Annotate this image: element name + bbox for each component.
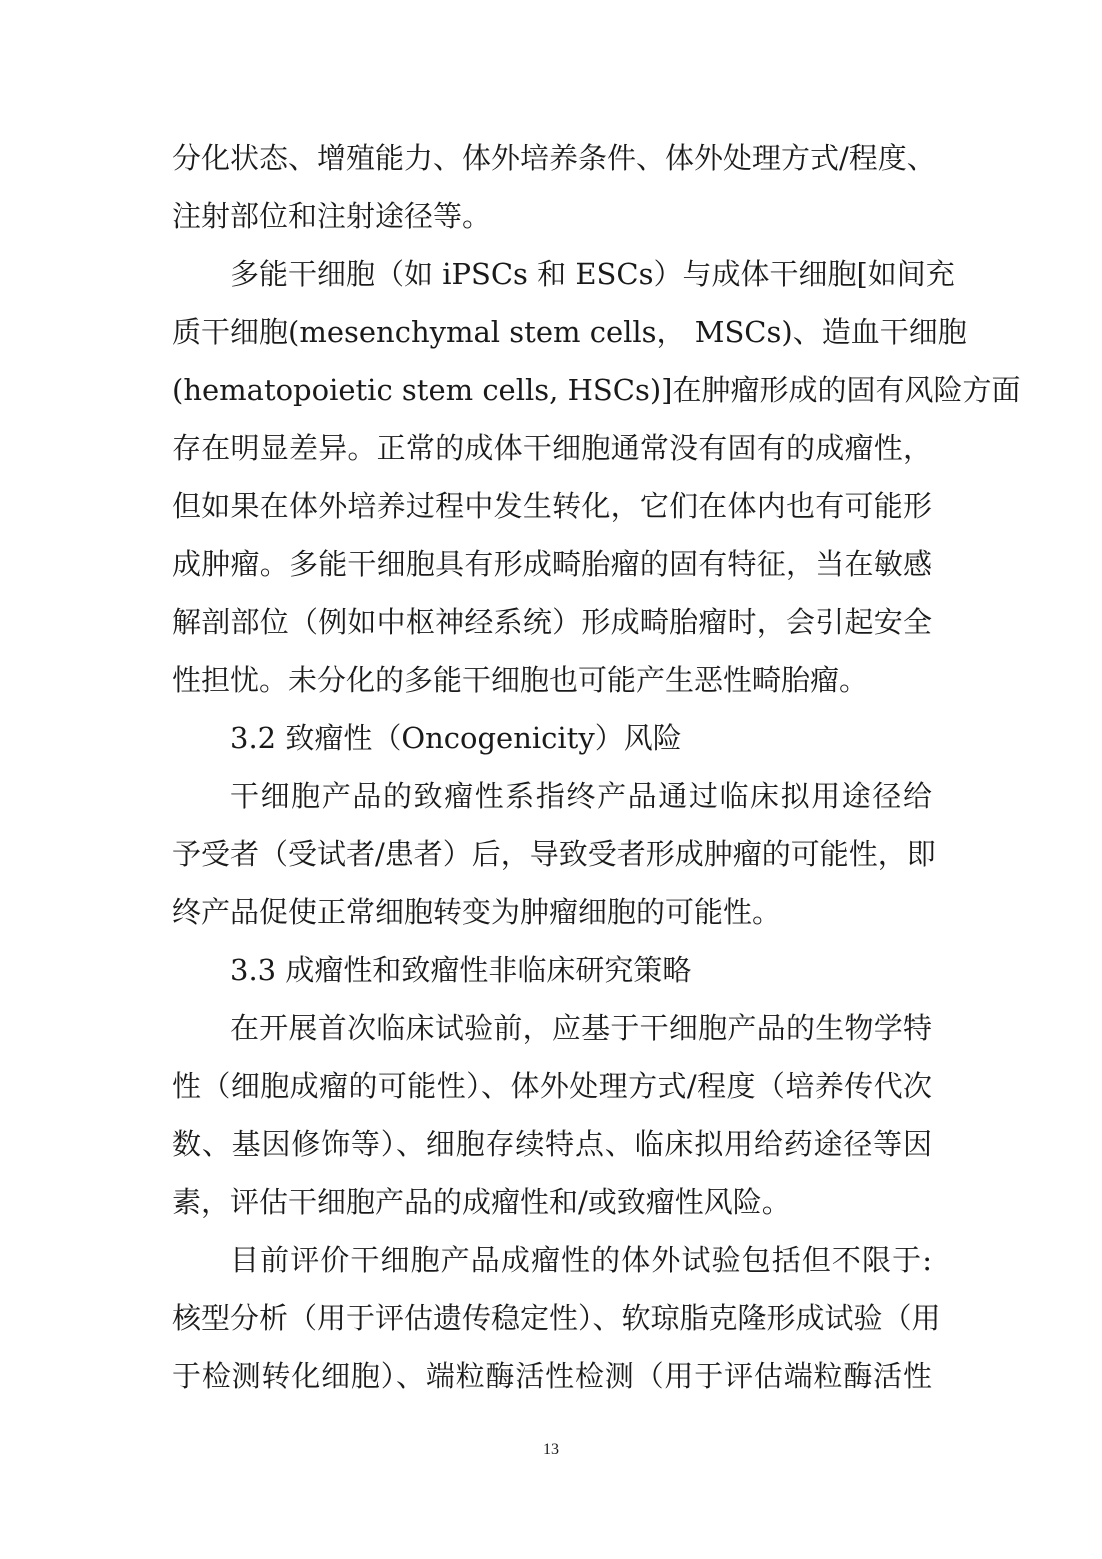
text-line: 解剖部位（例如中枢神经系统）形成畸胎瘤时，会引起安全: [172, 605, 932, 639]
text-line: (hematopoietic stem cells, HSCs)]在肿瘤形成的固有风险方面: [172, 373, 1021, 407]
section-heading: 3.2 致瘤性（Oncogenicity）风险: [230, 721, 682, 755]
text-line: 分化状态、增殖能力、体外培养条件、体外处理方式/程度、: [172, 141, 936, 175]
text-line: 在开展首次临床试验前，应基于干细胞产品的生物学特: [230, 1011, 932, 1045]
text-line: 注射部位和注射途径等。: [172, 199, 492, 233]
text-line: 存在明显差异。正常的成体干细胞通常没有固有的成瘤性，: [172, 431, 932, 465]
section-heading: 3.3 成瘤性和致瘤性非临床研究策略: [230, 953, 692, 987]
text-line: 数、基因修饰等）、细胞存续特点、临床拟用给药途径等因: [172, 1127, 932, 1161]
text-line: 多能干细胞（如 iPSCs 和 ESCs）与成体干细胞[如间充: [230, 257, 955, 291]
text-line: 性担忧。未分化的多能干细胞也可能产生恶性畸胎瘤。: [172, 663, 869, 697]
text-line: 于检测转化细胞）、端粒酶活性检测（用于评估端粒酶活性: [172, 1359, 932, 1393]
text-line: 但如果在体外培养过程中发生转化，它们在体内也有可能形: [172, 489, 932, 523]
text-line: 核型分析（用于评估遗传稳定性）、软琼脂克隆形成试验（用: [172, 1301, 941, 1335]
text-line: 成肿瘤。多能干细胞具有形成畸胎瘤的固有特征，当在敏感: [172, 547, 932, 581]
text-line: 终产品促使正常细胞转变为肿瘤细胞的可能性。: [172, 895, 782, 929]
page-number: 13: [543, 1441, 559, 1458]
text-line: 目前评价干细胞产品成瘤性的体外试验包括但不限于:: [230, 1243, 932, 1277]
text-line: 质干细胞(mesenchymal stem cells， MSCs)、造血干细胞: [172, 315, 967, 349]
text-line: 干细胞产品的致瘤性系指终产品通过临床拟用途径给: [230, 779, 932, 813]
text-line: 素，评估干细胞产品的成瘤性和/或致瘤性风险。: [172, 1185, 791, 1219]
text-line: 性（细胞成瘤的可能性）、体外处理方式/程度（培养传代次: [172, 1069, 932, 1103]
text-line: 予受者（受试者/患者）后，导致受者形成肿瘤的可能性，即: [172, 837, 936, 871]
